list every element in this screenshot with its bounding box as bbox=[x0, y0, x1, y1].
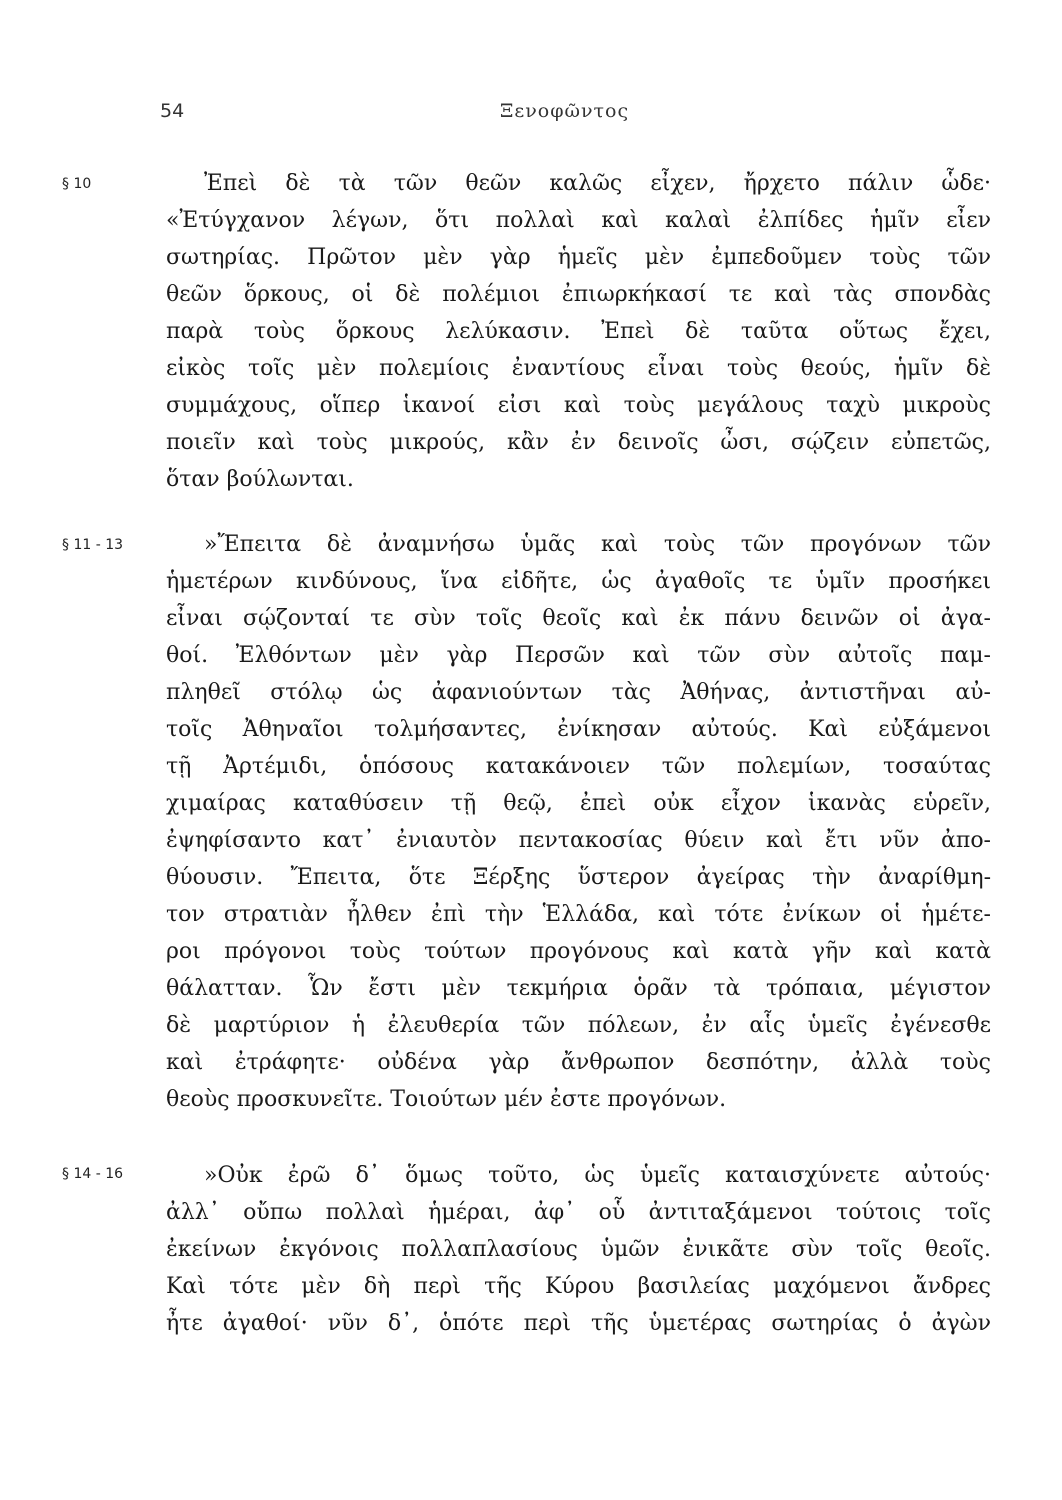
paragraph-line: »Οὐκ ἐρῶ δ᾽ ὅμως τοῦτο, ὡς ὑμεῖς καταισχύνετε αὐτούς· bbox=[204, 1163, 991, 1188]
section-marker-14-16: § 14 - 16 bbox=[62, 1166, 124, 1182]
paragraph-line: τοῖς Ἀθηναῖοι τολμήσαντες, ἐνίκησαν αὐτούς. Καὶ εὐξάμενοι bbox=[166, 717, 991, 742]
paragraph-line: «Ἐτύγχανον λέγων, ὅτι πολλαὶ καὶ καλαὶ ἐλπίδες ἡμῖν εἶεν bbox=[166, 208, 991, 233]
paragraph-line: ἡμετέρων κινδύνους, ἵνα εἰδῆτε, ὡς ἀγαθοῖς τε ὑμῖν προσήκει bbox=[166, 569, 991, 594]
paragraph-line: ὅταν βούλωνται. bbox=[166, 467, 354, 492]
paragraph-line: ἐψηφίσαντο κατ᾽ ἐνιαυτὸν πεντακοσίας θύειν καὶ ἔτι νῦν ἀπο- bbox=[166, 828, 991, 853]
paragraph-line: θεῶν ὅρκους, οἱ δὲ πολέμιοι ἐπιωρκήκασί τε καὶ τὰς σπονδὰς bbox=[166, 282, 991, 307]
paragraph-line: τον στρατιὰν ἦλθεν ἐπὶ τὴν Ἑλλάδα, καὶ τότε ἐνίκων οἱ ἡμέτε- bbox=[166, 902, 991, 927]
paragraph-line: ἀλλ᾽ οὔπω πολλαὶ ἡμέραι, ἀφ᾽ οὗ ἀντιταξάμενοι τούτοις τοῖς bbox=[166, 1200, 991, 1225]
section-marker-10: § 10 bbox=[62, 176, 92, 192]
running-head: Ξενοφῶντος bbox=[500, 100, 630, 122]
paragraph-line: θύουσιν. Ἔπειτα, ὅτε Ξέρξης ὕστερον ἀγείρας τὴν ἀναρίθμη- bbox=[166, 865, 991, 890]
paragraph-line: ποιεῖν καὶ τοὺς μικρούς, κἂν ἐν δεινοῖς ὦσι, σῴζειν εὐπετῶς, bbox=[166, 430, 991, 455]
paragraph-line: ἦτε ἀγαθοί· νῦν δ᾽, ὁπότε περὶ τῆς ὑμετέρας σωτηρίας ὁ ἀγὼν bbox=[166, 1311, 991, 1336]
paragraph-line: Ἐπεὶ δὲ τὰ τῶν θεῶν καλῶς εἶχεν, ἤρχετο πάλιν ὧδε· bbox=[204, 171, 991, 196]
paragraph-line: Καὶ τότε μὲν δὴ περὶ τῆς Κύρου βασιλείας μαχόμενοι ἄνδρες bbox=[166, 1274, 991, 1299]
paragraph-line: συμμάχους, οἵπερ ἱκανοί εἰσι καὶ τοὺς μεγάλους ταχὺ μικροὺς bbox=[166, 393, 991, 418]
paragraph-line: »Ἔπειτα δὲ ἀναμνήσω ὑμᾶς καὶ τοὺς τῶν προγόνων τῶν bbox=[204, 532, 991, 557]
paragraph-line: πληθεῖ στόλῳ ὡς ἀφανιούντων τὰς Ἀθήνας, ἀντιστῆναι αὐ- bbox=[166, 680, 991, 705]
page-number: 54 bbox=[160, 100, 185, 122]
paragraph-line: χιμαίρας καταθύσειν τῇ θεῷ, ἐπεὶ οὐκ εἶχον ἱκανὰς εὑρεῖν, bbox=[166, 791, 991, 816]
paragraph-line: εἶναι σῴζονταί τε σὺν τοῖς θεοῖς καὶ ἐκ πάνυ δεινῶν οἱ ἀγα- bbox=[166, 606, 991, 631]
paragraph-line: θοί. Ἐλθόντων μὲν γὰρ Περσῶν καὶ τῶν σὺν αὐτοῖς παμ- bbox=[166, 643, 991, 668]
paragraph-line: ροι πρόγονοι τοὺς τούτων προγόνους καὶ κατὰ γῆν καὶ κατὰ bbox=[166, 939, 991, 964]
paragraph-line: σωτηρίας. Πρῶτον μὲν γὰρ ἡμεῖς μὲν ἐμπεδοῦμεν τοὺς τῶν bbox=[166, 245, 991, 270]
paragraph-line: θεοὺς προσκυνεῖτε. Τοιούτων μέν ἐστε προγόνων. bbox=[166, 1087, 727, 1112]
paragraph-line: καὶ ἐτράφητε· οὐδένα γὰρ ἄνθρωπον δεσπότην, ἀλλὰ τοὺς bbox=[166, 1050, 991, 1075]
paragraph-line: ἐκείνων ἐκγόνοις πολλαπλασίους ὑμῶν ἐνικᾶτε σὺν τοῖς θεοῖς. bbox=[166, 1237, 991, 1262]
paragraph-line: παρὰ τοὺς ὅρκους λελύκασιν. Ἐπεὶ δὲ ταῦτα οὕτως ἔχει, bbox=[166, 319, 991, 344]
section-marker-11-13: § 11 - 13 bbox=[62, 537, 124, 553]
paragraph-line: δὲ μαρτύριον ἡ ἐλευθερία τῶν πόλεων, ἐν αἷς ὑμεῖς ἐγένεσθε bbox=[166, 1013, 991, 1038]
paragraph-line: θάλατταν. Ὧν ἔστι μὲν τεκμήρια ὁρᾶν τὰ τρόπαια, μέγιστον bbox=[166, 976, 991, 1001]
paragraph-line: εἰκὸς τοῖς μὲν πολεμίοις ἐναντίους εἶναι τοὺς θεούς, ἡμῖν δὲ bbox=[166, 356, 991, 381]
paragraph-line: τῇ Ἀρτέμιδι, ὁπόσους κατακάνοιεν τῶν πολεμίων, τοσαύτας bbox=[166, 754, 991, 779]
page-header bbox=[160, 100, 1000, 136]
